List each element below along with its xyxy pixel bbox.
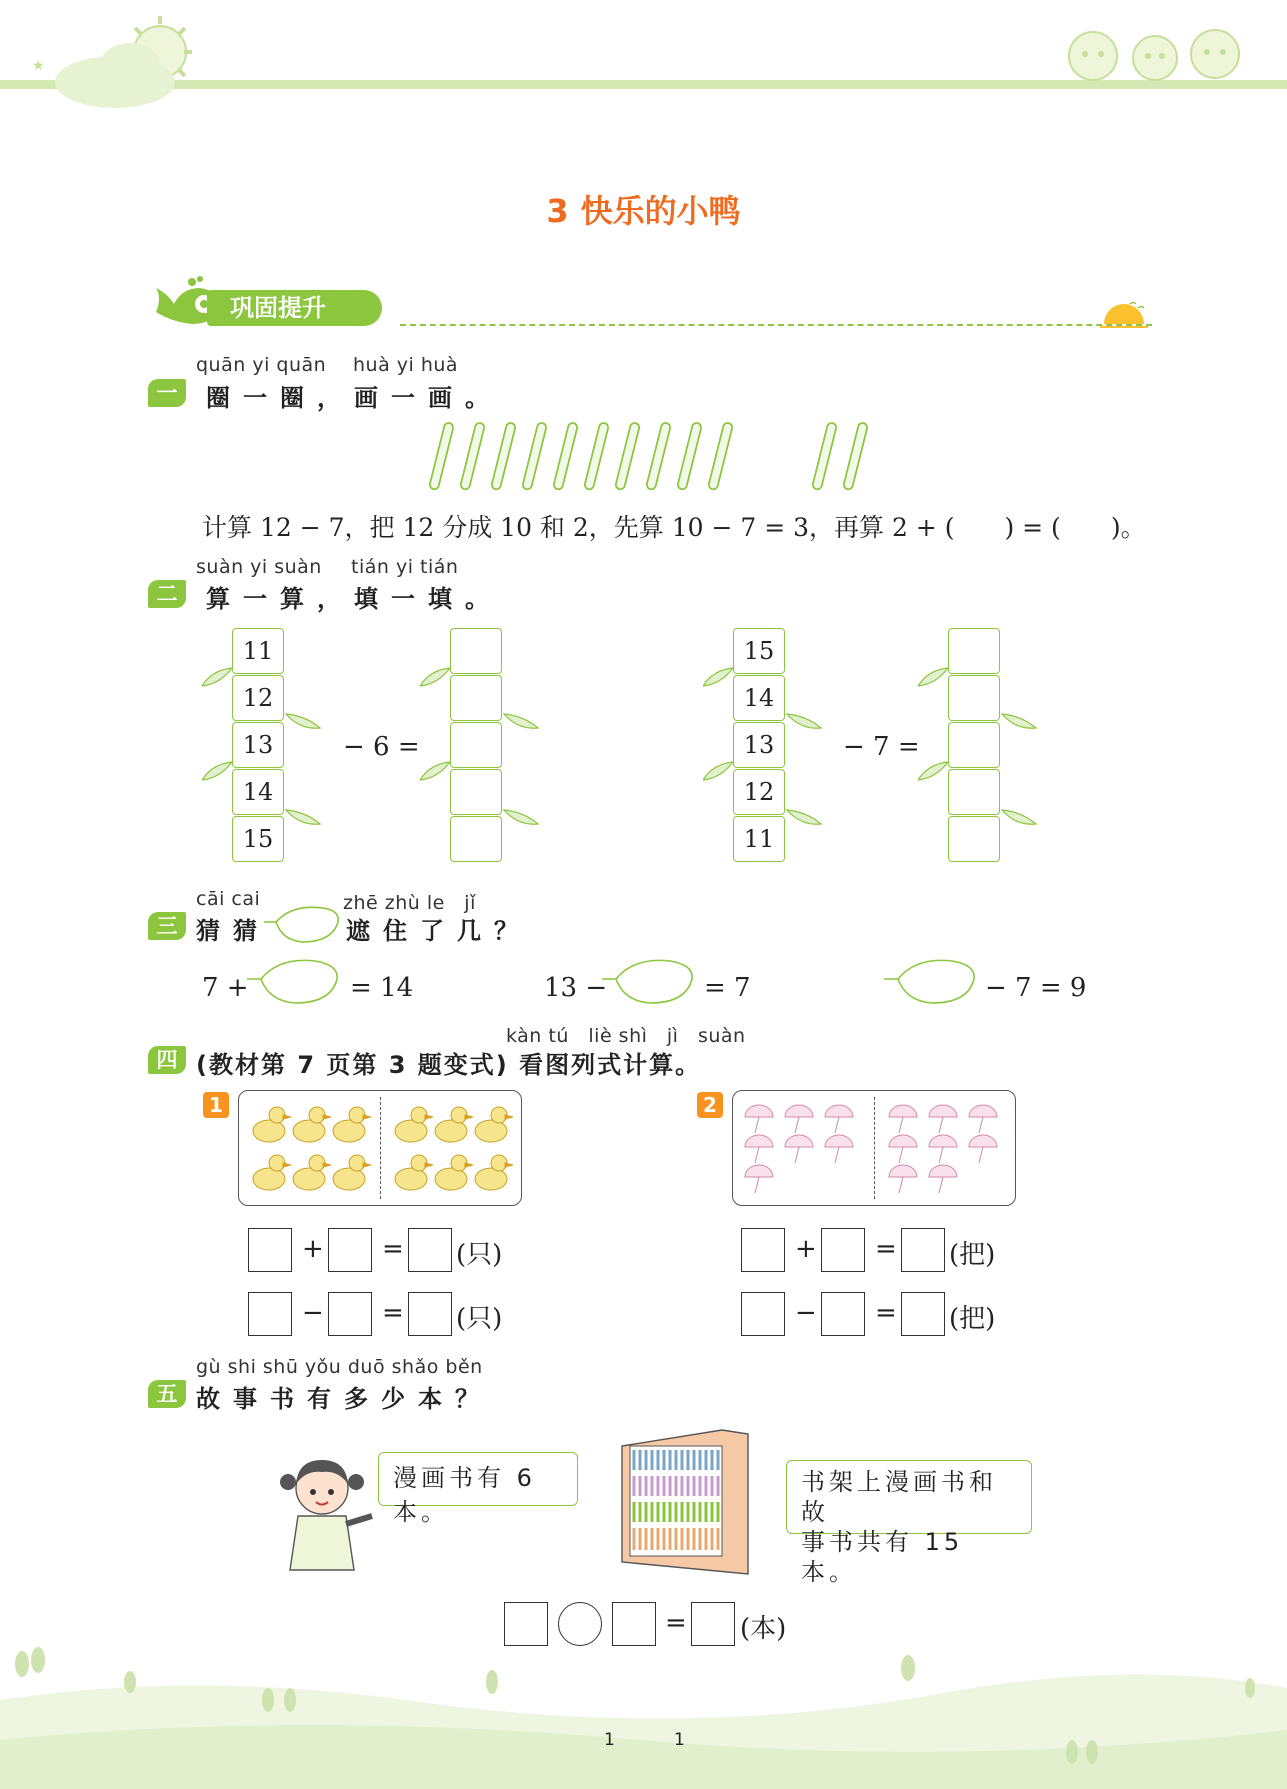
girl-illustration <box>268 1452 378 1572</box>
minus-sign: − <box>795 1298 817 1328</box>
umbrella-icon <box>785 1135 813 1163</box>
answer-box[interactable] <box>248 1292 292 1336</box>
q3-title-a: 猜猜 <box>196 917 270 945</box>
answer-box[interactable] <box>741 1228 785 1272</box>
answer-box[interactable] <box>821 1228 865 1272</box>
duck-icon <box>395 1155 433 1190</box>
answer-box[interactable] <box>741 1292 785 1336</box>
answer-box[interactable] <box>248 1228 292 1272</box>
bamboo-number: 13 <box>232 722 284 768</box>
part-1-tag: 1 <box>203 1092 229 1118</box>
q5-badge: 五 <box>148 1380 186 1408</box>
answer-box[interactable] <box>821 1292 865 1336</box>
umbrella-icon <box>745 1165 773 1193</box>
duck-icon <box>333 1155 371 1190</box>
q4-pinyin: kàn tú liè shì jì suàn <box>506 1025 746 1047</box>
q4-title: (教材第 7 页第 3 题变式) 看图列式计算。 <box>196 1051 702 1079</box>
q3-eq2-left: 13 − <box>544 973 608 1003</box>
umbrella-icon <box>745 1105 773 1133</box>
svg-text:★: ★ <box>32 58 45 74</box>
stick <box>491 422 516 490</box>
answer-cell[interactable] <box>450 722 502 768</box>
q4-badge: 四 <box>148 1046 186 1074</box>
q2-left-operator: − 6 = <box>343 732 420 762</box>
umbrella-icon <box>929 1105 957 1133</box>
bamboo-left-answer <box>420 624 550 864</box>
answer-box[interactable] <box>408 1228 452 1272</box>
bamboo-number: 15 <box>232 816 284 862</box>
plus-sign: + <box>795 1234 817 1264</box>
plus-sign: + <box>302 1234 324 1264</box>
q2-pinyin-b: tián yi tián <box>351 556 459 578</box>
sunset-icon <box>1100 296 1152 332</box>
q5-title: 故事书有多少本？ <box>196 1385 492 1413</box>
answer-cell[interactable] <box>450 769 502 815</box>
duck-icon <box>475 1155 513 1190</box>
bamboo-number: 12 <box>232 675 284 721</box>
q3-eq2-right: = 7 <box>704 973 751 1003</box>
minus-sign: − <box>302 1298 324 1328</box>
animal-faces-decoration <box>1055 20 1255 84</box>
umbrella-icon <box>929 1135 957 1163</box>
answer-box[interactable] <box>328 1228 372 1272</box>
q3-eq1-right: = 14 <box>350 973 414 1003</box>
duck-icon <box>333 1107 371 1142</box>
q3-eq3-right: − 7 = 9 <box>985 973 1087 1003</box>
counting-sticks <box>420 420 880 492</box>
unit-label: (把) <box>949 1240 996 1270</box>
duck-icons <box>245 1097 515 1201</box>
leaf-answer-1[interactable] <box>245 955 341 1007</box>
equals-sign: = <box>875 1234 897 1264</box>
stick <box>646 422 671 490</box>
umbrella-icon <box>825 1105 853 1133</box>
bamboo-number: 15 <box>733 628 785 674</box>
duck-icon <box>395 1107 433 1142</box>
bookshelf-illustration <box>618 1424 754 1578</box>
umbrella-icon <box>825 1135 853 1163</box>
speech-bubble-total <box>786 1460 1032 1586</box>
answer-box[interactable] <box>901 1228 945 1272</box>
q1-pinyin-a: quān yi quān <box>196 354 327 376</box>
page-number-right: 1 <box>674 1730 685 1750</box>
stick <box>522 422 547 490</box>
duck-icon <box>293 1155 331 1190</box>
stick <box>584 422 609 490</box>
lesson-title: 快乐的小鸭 <box>580 192 741 230</box>
section-header <box>152 272 412 332</box>
leaf-icon <box>262 902 342 946</box>
umbrella-icon <box>929 1165 957 1193</box>
section-divider <box>400 324 1152 326</box>
umbrella-icon <box>969 1135 997 1163</box>
equals-sign: = <box>382 1298 404 1328</box>
umbrella-icon <box>889 1105 917 1133</box>
bamboo-number: 13 <box>733 722 785 768</box>
stick <box>553 422 578 490</box>
stick <box>843 422 868 490</box>
sun-cloud-decoration <box>20 10 200 110</box>
answer-cell[interactable] <box>948 628 1000 674</box>
umbrella-icon <box>969 1105 997 1133</box>
bamboo-number: 14 <box>232 769 284 815</box>
stick <box>708 422 733 490</box>
duck-icon <box>253 1155 291 1190</box>
umbrellas-picture <box>732 1090 1016 1206</box>
q2-title: 算一算，填一填。 <box>206 585 502 613</box>
bamboo-number: 11 <box>733 816 785 862</box>
answer-box[interactable] <box>408 1292 452 1336</box>
answer-box[interactable] <box>328 1292 372 1336</box>
q3-pinyin-b: zhē zhù le jǐ <box>343 892 476 914</box>
q1-badge: 一 <box>148 379 186 407</box>
duck-icon <box>293 1107 331 1142</box>
answer-box[interactable] <box>901 1292 945 1336</box>
bamboo-left-source <box>202 624 332 864</box>
answer-cell[interactable] <box>948 816 1000 862</box>
equals-sign: = <box>382 1234 404 1264</box>
umbrella-icon <box>785 1105 813 1133</box>
umbrella-icon <box>889 1165 917 1193</box>
umbrella-icons <box>739 1097 1009 1201</box>
leaf-answer-2[interactable] <box>600 955 696 1007</box>
answer-cell[interactable] <box>948 675 1000 721</box>
unit-label: (本) <box>740 1614 787 1644</box>
bamboo-number: 12 <box>733 769 785 815</box>
q2-right-operator: − 7 = <box>843 732 920 762</box>
leaf-answer-3[interactable] <box>882 955 978 1007</box>
stick <box>812 422 837 490</box>
answer-cell[interactable] <box>450 816 502 862</box>
duck-icon <box>475 1107 513 1142</box>
stick <box>429 422 454 490</box>
q1-title: 圈一圈，画一画。 <box>206 384 502 412</box>
q3-title-b: 遮住了几？ <box>346 917 531 945</box>
unit-label: (把) <box>949 1304 996 1334</box>
q3-badge: 三 <box>148 912 186 940</box>
answer-cell[interactable] <box>450 628 502 674</box>
answer-cell[interactable] <box>948 769 1000 815</box>
hills-background <box>0 1640 1287 1789</box>
unit-label: (只) <box>456 1240 503 1270</box>
q1-instruction: 计算 12 − 7，把 12 分成 10 和 2，先算 10 − 7 = 3，再算 2 + ( ) = ( )。 <box>202 513 1146 542</box>
bamboo-number: 11 <box>232 628 284 674</box>
bamboo-right-answer <box>918 624 1048 864</box>
lesson-number: 3 <box>546 192 569 230</box>
q3-pinyin-a: cāi cai <box>196 888 261 910</box>
duck-icon <box>435 1107 473 1142</box>
stick <box>460 422 485 490</box>
bamboo-number: 14 <box>733 675 785 721</box>
q1-pinyin-b: huà yi huà <box>353 354 459 376</box>
q3-eq1-left: 7 + <box>202 973 249 1003</box>
part-2-tag: 2 <box>697 1092 723 1118</box>
stick <box>677 422 702 490</box>
page-title <box>0 186 1287 232</box>
q2-badge: 二 <box>148 580 186 608</box>
answer-cell[interactable] <box>948 722 1000 768</box>
equals-sign: = <box>875 1298 897 1328</box>
bamboo-right-source <box>703 624 833 864</box>
q5-pinyin: gù shi shū yǒu duō shǎo běn <box>196 1356 483 1378</box>
section-header-label: 巩固提升 <box>230 294 326 322</box>
umbrella-icon <box>889 1135 917 1163</box>
bubble-line-1: 书架上漫画书和故 <box>801 1468 997 1526</box>
equals-sign: = <box>665 1608 687 1638</box>
duck-icon <box>253 1107 291 1142</box>
q2-pinyin-a: suàn yi suàn <box>196 556 322 578</box>
answer-cell[interactable] <box>450 675 502 721</box>
page-number-left: 1 <box>604 1730 615 1750</box>
ducks-picture <box>238 1090 522 1206</box>
bubble-line-2: 事书共有 15 本。 <box>801 1528 964 1586</box>
unit-label: (只) <box>456 1304 503 1334</box>
speech-bubble-comics: 漫画书有 6 本。 <box>378 1452 578 1506</box>
umbrella-icon <box>745 1135 773 1163</box>
stick <box>615 422 640 490</box>
duck-icon <box>435 1155 473 1190</box>
